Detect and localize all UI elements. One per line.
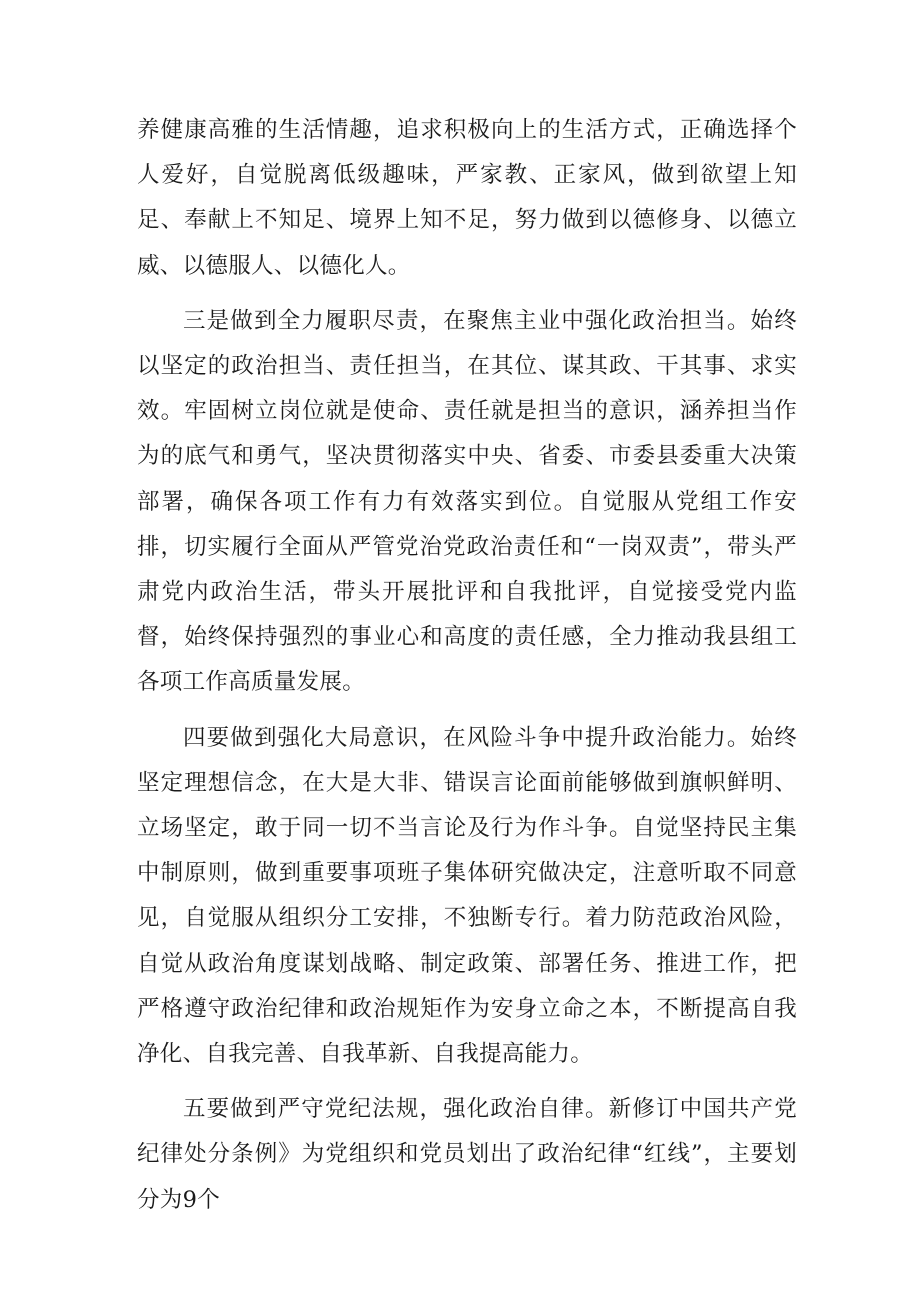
document-body [137,108,797,1223]
paragraph-section-five: 五要做到严守党纪法规，强化政治自律。新修订中国共产党纪律处分条例》为党组织和党员划出了政治纪律“红线”，主要划分为9个 [137,1096,797,1213]
paragraph-section-four: 四要做到强化大局意识，在风险斗争中提升政治能力。始终坚定理想信念，在大是大非、错误言论面前能够做到旗帜鲜明、立场坚定，敢于同一切不当言论及行为作斗争。自觉坚持民主集中制原则，做到重要事项班子集体研究做决定，注意听取不同意见，自觉服从组织分工安排，不独断专行。着力防范政治风险，自觉从政治角度谋划战略、制定政策、部署任务、推进工作，把严格遵守政治纪律和政治规矩作为安身立命之本，不断提高自我净化、自我完善、自我革新、自我提高能力。 [137,724,797,1068]
paragraph-1-continuation: 养健康高雅的生活情趣，追求积极向上的生活方式，正确选择个人爱好，自觉脱离低级趣味，严家教、正家风，做到欲望上知足、奉献上不知足、境界上知不足，努力做到以德修身、以德立威、以德服人、以德化人。 [137,117,797,279]
paragraph-section-three: 三是做到全力履职尽责，在聚焦主业中强化政治担当。始终以坚定的政治担当、责任担当，在其位、谋其政、干其事、求实效。牢固树立岗位就是使命、责任就是担当的意识，涵养担当作为的底气和勇气，坚决贯彻落实中央、省委、市委县委重大决策部署，确保各项工作有力有效落实到位。自觉服从党组工作安排，切实履行全面从严管党治党政治责任和“一岗双责”，带头严肃党内政治生活，带头开展批评和自我批评，自觉接受党内监督，始终保持强烈的事业心和高度的责任感，全力推动我县组工各项工作高质量发展。 [137,307,797,696]
